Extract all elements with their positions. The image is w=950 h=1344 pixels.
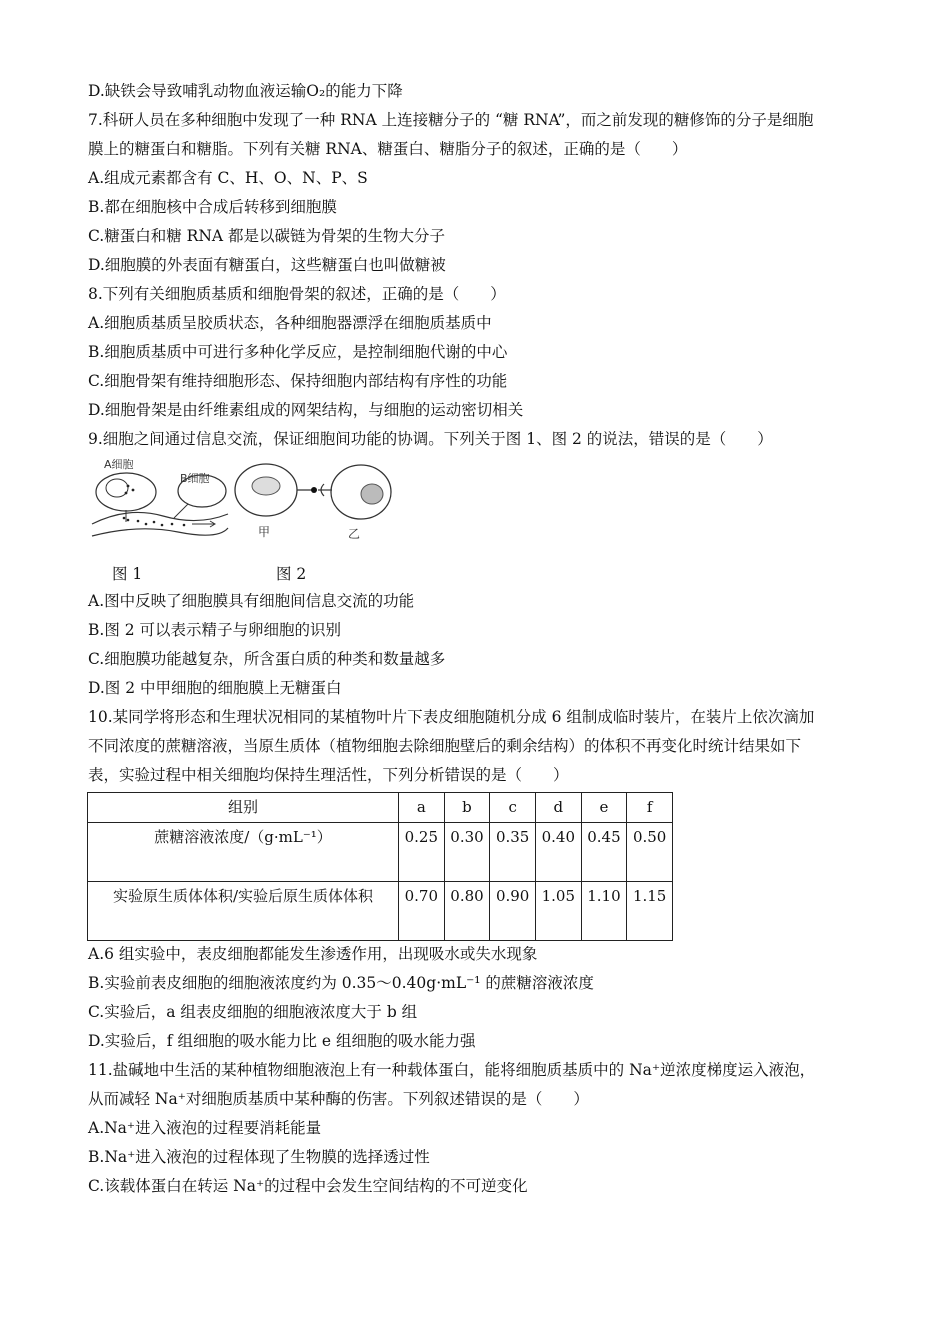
cell-jia-label: 甲 bbox=[258, 525, 271, 539]
q10-option-d: D.实验后，f 组细胞的吸水能力比 e 组细胞的吸水能力强 bbox=[88, 1032, 476, 1050]
signal-molecule bbox=[311, 487, 317, 493]
q7-stem-line1: 7.科研人员在多种细胞中发现了一种 RNA 上连接糖分子的 “糖 RNA”，而之前发现的糖修饰的分子是细胞 bbox=[88, 111, 814, 129]
cell-yi-label: 乙 bbox=[348, 527, 361, 541]
figure-1-caption: 图 1 bbox=[112, 565, 143, 583]
q10-stem-line1: 10.某同学将形态和生理状况相同的某植物叶片下表皮细胞随机分成 6 组制成临时装片，在装片上依次滴加 bbox=[88, 708, 815, 726]
table-cell: 0.70 bbox=[399, 882, 445, 941]
table-row-label: 蔗糖溶液浓度/（g·mL⁻¹） bbox=[88, 823, 399, 882]
table-cell: 1.05 bbox=[535, 882, 581, 941]
q10-option-c: C.实验后，a 组表皮细胞的细胞液浓度大于 b 组 bbox=[88, 1003, 418, 1021]
table-header-row bbox=[88, 793, 673, 823]
cell-a-nucleus bbox=[106, 479, 128, 497]
table-header-cell: 组别 bbox=[88, 793, 399, 823]
table-row bbox=[88, 882, 673, 941]
q7-option-a: A.组成元素都含有 C、H、O、N、P、S bbox=[88, 169, 368, 187]
q9-stem: 9.细胞之间通过信息交流，保证细胞间功能的协调。下列关于图 1、图 2 的说法，错误的是（ ） bbox=[88, 430, 773, 448]
table-row bbox=[88, 823, 673, 882]
table-cell: 0.40 bbox=[535, 823, 581, 882]
q7-option-d: D.细胞膜的外表面有糖蛋白，这些糖蛋白也叫做糖被 bbox=[88, 256, 446, 274]
cell-a-label: A细胞 bbox=[104, 458, 134, 471]
q8-option-a: A.细胞质基质呈胶质状态，各种细胞器漂浮在细胞质基质中 bbox=[88, 314, 492, 332]
table-row-label: 实验原生质体体积/实验后原生质体体积 bbox=[88, 882, 399, 941]
table-header-cell: e bbox=[581, 793, 627, 823]
table-cell: 0.80 bbox=[444, 882, 490, 941]
table-cell: 0.25 bbox=[399, 823, 445, 882]
q11-option-a: A.Na⁺进入液泡的过程要消耗能量 bbox=[88, 1119, 322, 1137]
q8-option-c: C.细胞骨架有维持细胞形态、保持细胞内部结构有序性的功能 bbox=[88, 372, 508, 390]
q9-option-b: B.图 2 可以表示精子与卵细胞的识别 bbox=[88, 621, 342, 639]
table-cell: 0.90 bbox=[490, 882, 536, 941]
q7-stem-line2: 膜上的糖蛋白和糖脂。下列有关糖 RNA、糖蛋白、糖脂分子的叙述，正确的是（ ） bbox=[88, 140, 688, 158]
vessel-upper-wall bbox=[92, 512, 228, 524]
q6-option-d: D.缺铁会导致哺乳动物血液运输O₂的能力下降 bbox=[88, 82, 403, 100]
q9-option-c: C.细胞膜功能越复杂，所含蛋白质的种类和数量越多 bbox=[88, 650, 446, 668]
table-header-cell: a bbox=[399, 793, 445, 823]
table-header-cell: b bbox=[444, 793, 490, 823]
q11-stem-line2: 从而减轻 Na⁺对细胞质基质中某种酶的伤害。下列叙述错误的是（ ） bbox=[88, 1090, 589, 1108]
q7-option-c: C.糖蛋白和糖 RNA 都是以碳链为骨架的生物大分子 bbox=[88, 227, 446, 245]
table-cell: 1.10 bbox=[581, 882, 627, 941]
q10-option-b: B.实验前表皮细胞的细胞液浓度约为 0.35～0.40g·mL⁻¹ 的蔗糖溶液浓度 bbox=[88, 974, 594, 992]
cell-jia-nucleus bbox=[252, 477, 280, 495]
q10-data-table bbox=[87, 792, 673, 941]
q9-option-d: D.图 2 中甲细胞的细胞膜上无糖蛋白 bbox=[88, 679, 342, 697]
table-cell: 1.15 bbox=[627, 882, 673, 941]
table-cell: 0.45 bbox=[581, 823, 627, 882]
q10-option-a: A.6 组实验中，表皮细胞都能发生渗透作用，出现吸水或失水现象 bbox=[88, 945, 538, 963]
cell-b-label: B细胞 bbox=[180, 472, 210, 485]
q11-option-b: B.Na⁺进入液泡的过程体现了生物膜的选择透过性 bbox=[88, 1148, 430, 1166]
q10-stem-line3: 表，实验过程中相关细胞均保持生理活性，下列分析错误的是（ ） bbox=[88, 766, 569, 784]
q7-option-b: B.都在细胞核中合成后转移到细胞膜 bbox=[88, 198, 337, 216]
cell-yi-nucleus bbox=[361, 484, 383, 504]
q9-option-a: A.图中反映了细胞膜具有细胞间信息交流的功能 bbox=[88, 592, 415, 610]
q11-stem-line1: 11.盐碱地中生活的某种植物细胞液泡上有一种载体蛋白，能将细胞质基质中的 Na⁺逆浓度梯度运入液泡， bbox=[88, 1061, 816, 1079]
table-cell: 0.50 bbox=[627, 823, 673, 882]
q11-option-c: C.该载体蛋白在转运 Na⁺的过程中会发生空间结构的不可逆变化 bbox=[88, 1177, 528, 1195]
table-header-cell: f bbox=[627, 793, 673, 823]
vessel-lower-wall bbox=[92, 528, 228, 536]
table-cell: 0.30 bbox=[444, 823, 490, 882]
figure-2-caption: 图 2 bbox=[276, 565, 307, 583]
q8-option-b: B.细胞质基质中可进行多种化学反应，是控制细胞代谢的中心 bbox=[88, 343, 508, 361]
table-header-cell: d bbox=[535, 793, 581, 823]
q9-figure bbox=[88, 458, 408, 558]
q10-stem-line2: 不同浓度的蔗糖溶液，当原生质体（植物细胞去除细胞壁后的剩余结构）的体积不再变化时统计结果如下 bbox=[88, 737, 802, 755]
q8-stem: 8.下列有关细胞质基质和细胞骨架的叙述，正确的是（ ） bbox=[88, 285, 506, 303]
table-header-cell: c bbox=[490, 793, 536, 823]
table-cell: 0.35 bbox=[490, 823, 536, 882]
q8-option-d: D.细胞骨架是由纤维素组成的网架结构，与细胞的运动密切相关 bbox=[88, 401, 524, 419]
